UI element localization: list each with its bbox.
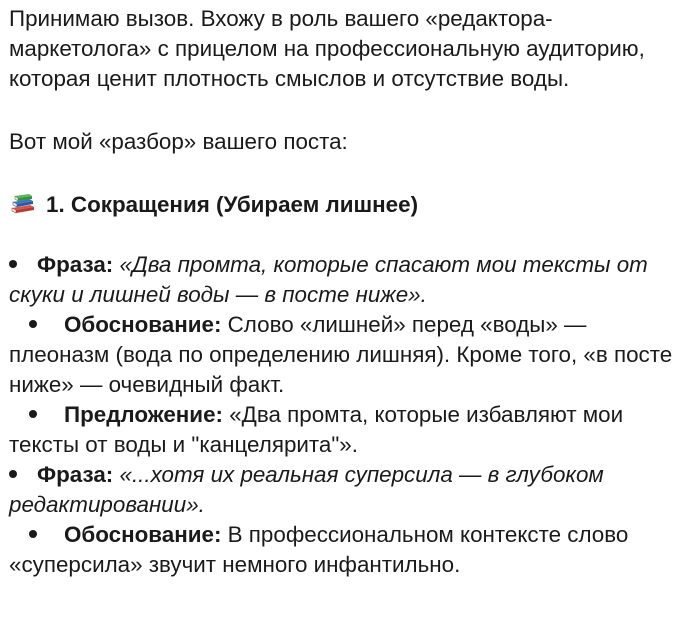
books-icon <box>10 193 36 215</box>
bullet <box>9 400 64 430</box>
intro-paragraph: Принимаю вызов. Вхожу в роль вашего «редактора-маркетолога» с прицелом на профессиональную аудиторию, которая ценит плотность смыслов и отсутствие воды. <box>9 6 645 91</box>
bullet <box>9 520 64 550</box>
item-label: Обоснование: <box>64 312 222 337</box>
spacer <box>9 157 675 190</box>
spacer <box>9 220 675 250</box>
section-heading <box>9 190 675 220</box>
bullet <box>9 250 37 280</box>
item-quote: «...хотя их реальная суперсила — в глубоком редактировании». <box>9 462 604 517</box>
list-item <box>9 250 675 310</box>
spacer <box>9 94 675 127</box>
sub-list-item <box>9 520 675 580</box>
bullet <box>9 310 64 340</box>
sub-list-item <box>9 310 675 400</box>
message-body <box>9 4 675 580</box>
sub-list-item <box>9 400 675 460</box>
bullet <box>9 460 37 490</box>
item-label: Обоснование: <box>64 522 222 547</box>
item-text: «Два промта, которые избавляют мои тексты от воды и "канцелярита"». <box>9 402 624 457</box>
item-label: Предложение: <box>64 402 223 427</box>
item-text: В профессиональном контексте слово «суперсила» звучит немного инфантильно. <box>9 522 629 577</box>
section-title: 1. Сокращения (Убираем лишнее) <box>46 192 419 217</box>
lead-paragraph: Вот мой «разбор» вашего поста: <box>9 129 348 154</box>
item-quote: «Два промта, которые спасают мои тексты от скуки и лишней воды — в посте ниже». <box>9 252 648 307</box>
item-text: Слово «лишней» перед «воды» — плеоназм (вода по определению лишняя). Кроме того, «в посте ниже» — очевидный факт. <box>9 312 673 397</box>
item-label: Фраза: <box>37 252 114 277</box>
item-label: Фраза: <box>37 462 114 487</box>
list-item <box>9 460 675 520</box>
